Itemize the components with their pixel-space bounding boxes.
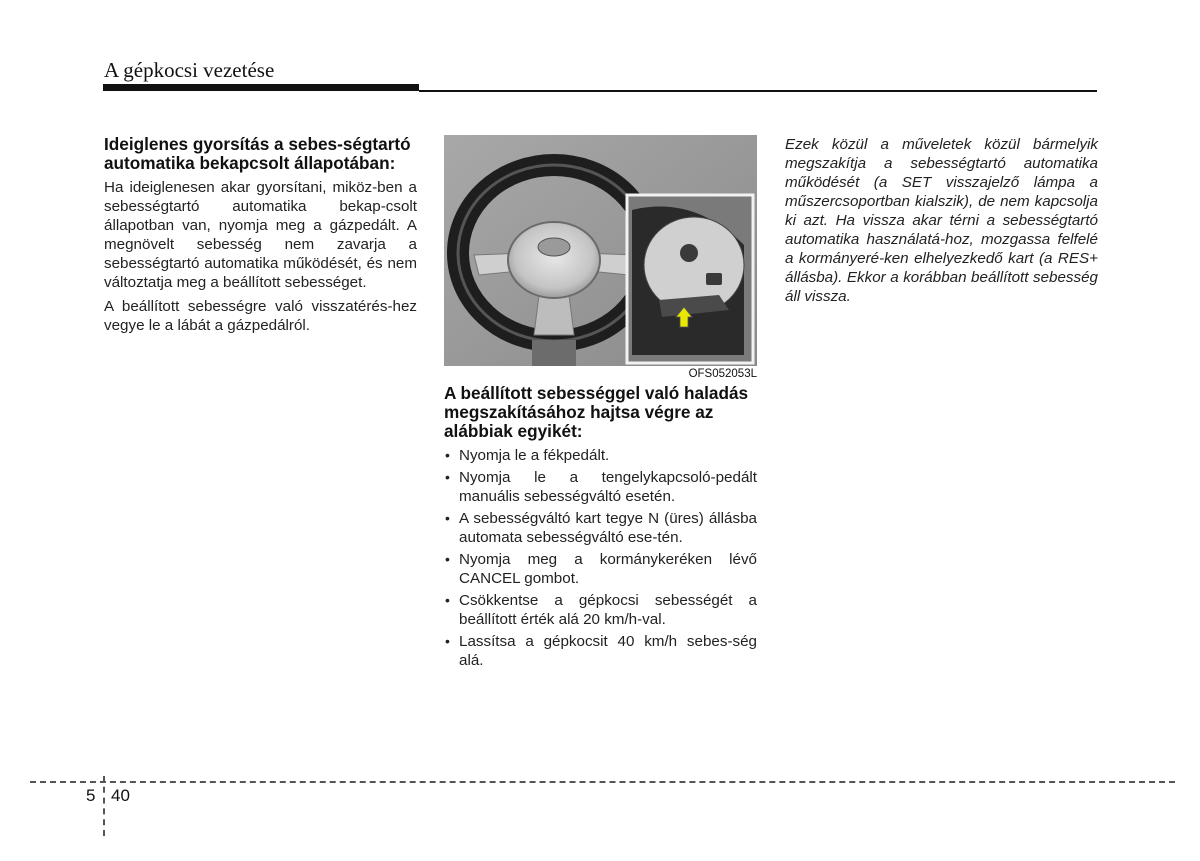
header-rule-thick <box>103 84 419 91</box>
list-item: • Nyomja le a tengelykapcsoló-pedált manuális sebességváltó esetén. <box>444 468 757 506</box>
steering-wheel-illustration <box>444 135 757 366</box>
list-item: • Csökkentse a gépkocsi sebességét a beállított érték alá 20 km/h-val. <box>444 591 757 629</box>
chapter-number: 5 <box>86 786 96 805</box>
column-right <box>785 135 1098 311</box>
list-item: • Lassítsa a gépkocsit 40 km/h sebes-ség alá. <box>444 632 757 670</box>
cancel-methods-list <box>444 446 757 670</box>
page-number: 40 <box>111 786 130 805</box>
list-item: • A sebességváltó kart tegye N (üres) állásba automata sebességváltó ese-tén. <box>444 509 757 547</box>
footer-dashed-rule <box>30 781 1175 783</box>
steering-wheel-image <box>444 135 757 366</box>
paragraph-acceleration: Ha ideiglenesen akar gyorsítani, miköz-ben a sebességtartó automatika bekap-csolt állapotban van, nyomja meg a gázpedált. A megnövelt sebesség nem zavarja a sebességtartó automatika működését, és nem változtatja meg a beállított sebességet. <box>104 179 417 291</box>
list-item: • Nyomja le a fékpedált. <box>444 446 757 465</box>
section-heading-acceleration: Ideiglenes gyorsítás a sebes-ségtartó automatika bekapcsolt állapotában: <box>104 134 411 173</box>
list-item: • Nyomja meg a kormánykeréken lévő CANCEL gombot. <box>444 550 757 588</box>
paragraph-resume: Ezek közül a műveletek közül bármelyik megszakítja a sebességtartó automatika működését (a SET visszajelző lámpa a műszercsoportban kialszik), de nem kapcsolja ki azt. Ha vissza akar térni a sebességtartó automatika használatá-hoz, mozgassa felfelé a kormányeré-ken elhelyezkedő kart (a RES+ állásba). Ekkor a korábban beállított sebesség áll vissza. <box>785 136 1098 305</box>
paragraph-return-speed: A beállított sebességre való visszatérés-hez vegye le a lábát a gázpedálról. <box>104 298 417 334</box>
column-left <box>104 135 417 340</box>
figure-caption: OFS052053L <box>688 368 757 380</box>
footer-dashed-divider <box>103 776 105 836</box>
running-header: A gépkocsi vezetése <box>104 58 275 82</box>
column-middle <box>444 135 757 673</box>
section-heading-cancel: A beállított sebességgel való haladás megszakításához hajtsa végre az alábbiak egyikét: <box>444 383 749 441</box>
header-rule-thin <box>419 90 1097 92</box>
